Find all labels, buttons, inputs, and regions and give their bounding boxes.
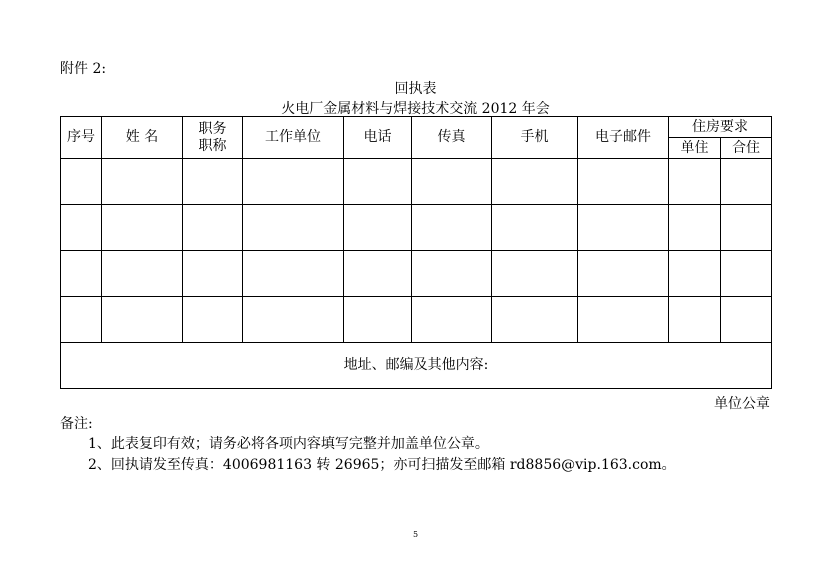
cell-mobile[interactable] [492,159,578,205]
cell-mobile[interactable] [492,297,578,343]
cell-fax[interactable] [412,205,492,251]
header-housing: 住房要求 [669,117,772,138]
cell-single-room[interactable] [669,159,721,205]
cell-email[interactable] [578,205,669,251]
notes-title: 备注: [60,416,93,432]
cell-fax[interactable] [412,251,492,297]
address-label: 地址、邮编及其他内容: [343,357,489,373]
table-row [61,205,772,251]
cell-single-room[interactable] [669,297,721,343]
cell-position[interactable] [183,205,243,251]
cell-shared-room[interactable] [721,205,772,251]
cell-mobile[interactable] [492,251,578,297]
cell-fax[interactable] [412,297,492,343]
header-seq: 序号 [61,117,102,159]
note-item: 1、此表复印有效；请务必将各项内容填写完整并加盖单位公章。 [88,436,489,452]
cell-position[interactable] [183,297,243,343]
cell-name[interactable] [102,251,183,297]
cell-email[interactable] [578,159,669,205]
address-row [61,343,772,389]
form-title: 回执表 [394,81,437,97]
cell-seq[interactable] [61,297,102,343]
cell-position[interactable] [183,159,243,205]
header-work-unit: 工作单位 [243,117,344,159]
cell-position[interactable] [183,251,243,297]
cell-seq[interactable] [61,251,102,297]
cell-seq[interactable] [61,205,102,251]
header-position-line2: 职称 [198,137,227,154]
cell-mobile[interactable] [492,205,578,251]
cell-name[interactable] [102,159,183,205]
header-phone: 电话 [344,117,412,159]
cell-shared-room[interactable] [721,159,772,205]
header-fax: 传真 [412,117,492,159]
cell-single-room[interactable] [669,205,721,251]
table-row [61,159,772,205]
cell-single-room[interactable] [669,251,721,297]
cell-phone[interactable] [344,297,412,343]
header-row [61,117,772,138]
cell-name[interactable] [102,205,183,251]
cell-phone[interactable] [344,159,412,205]
cell-email[interactable] [578,297,669,343]
cell-work-unit[interactable] [243,205,344,251]
form-subtitle: 火电厂金属材料与焊接技术交流 2012 年会 [281,101,550,117]
header-email: 电子邮件 [578,117,669,159]
cell-phone[interactable] [344,205,412,251]
cell-work-unit[interactable] [243,159,344,205]
page-number: 5 [412,530,419,539]
header-position [183,117,243,159]
header-shared-room: 合住 [721,138,772,159]
cell-work-unit[interactable] [243,297,344,343]
attachment-label: 附件 2: [60,61,107,77]
header-mobile: 手机 [492,117,578,159]
cell-shared-room[interactable] [721,251,772,297]
cell-work-unit[interactable] [243,251,344,297]
cell-email[interactable] [578,251,669,297]
cell-phone[interactable] [344,251,412,297]
table-row [61,251,772,297]
address-cell[interactable] [61,343,772,389]
header-name: 姓 名 [102,117,183,159]
table-row [61,297,772,343]
reply-form-table [60,116,772,389]
header-position-line1: 职务 [198,120,227,137]
header-single-room: 单住 [669,138,721,159]
seal-label: 单位公章 [714,396,770,412]
cell-shared-room[interactable] [721,297,772,343]
note-item: 2、回执请发至传真：4006981163 转 26965；亦可扫描发至邮箱 rd8856@vip.163.com。 [88,457,676,473]
cell-fax[interactable] [412,159,492,205]
cell-name[interactable] [102,297,183,343]
cell-seq[interactable] [61,159,102,205]
